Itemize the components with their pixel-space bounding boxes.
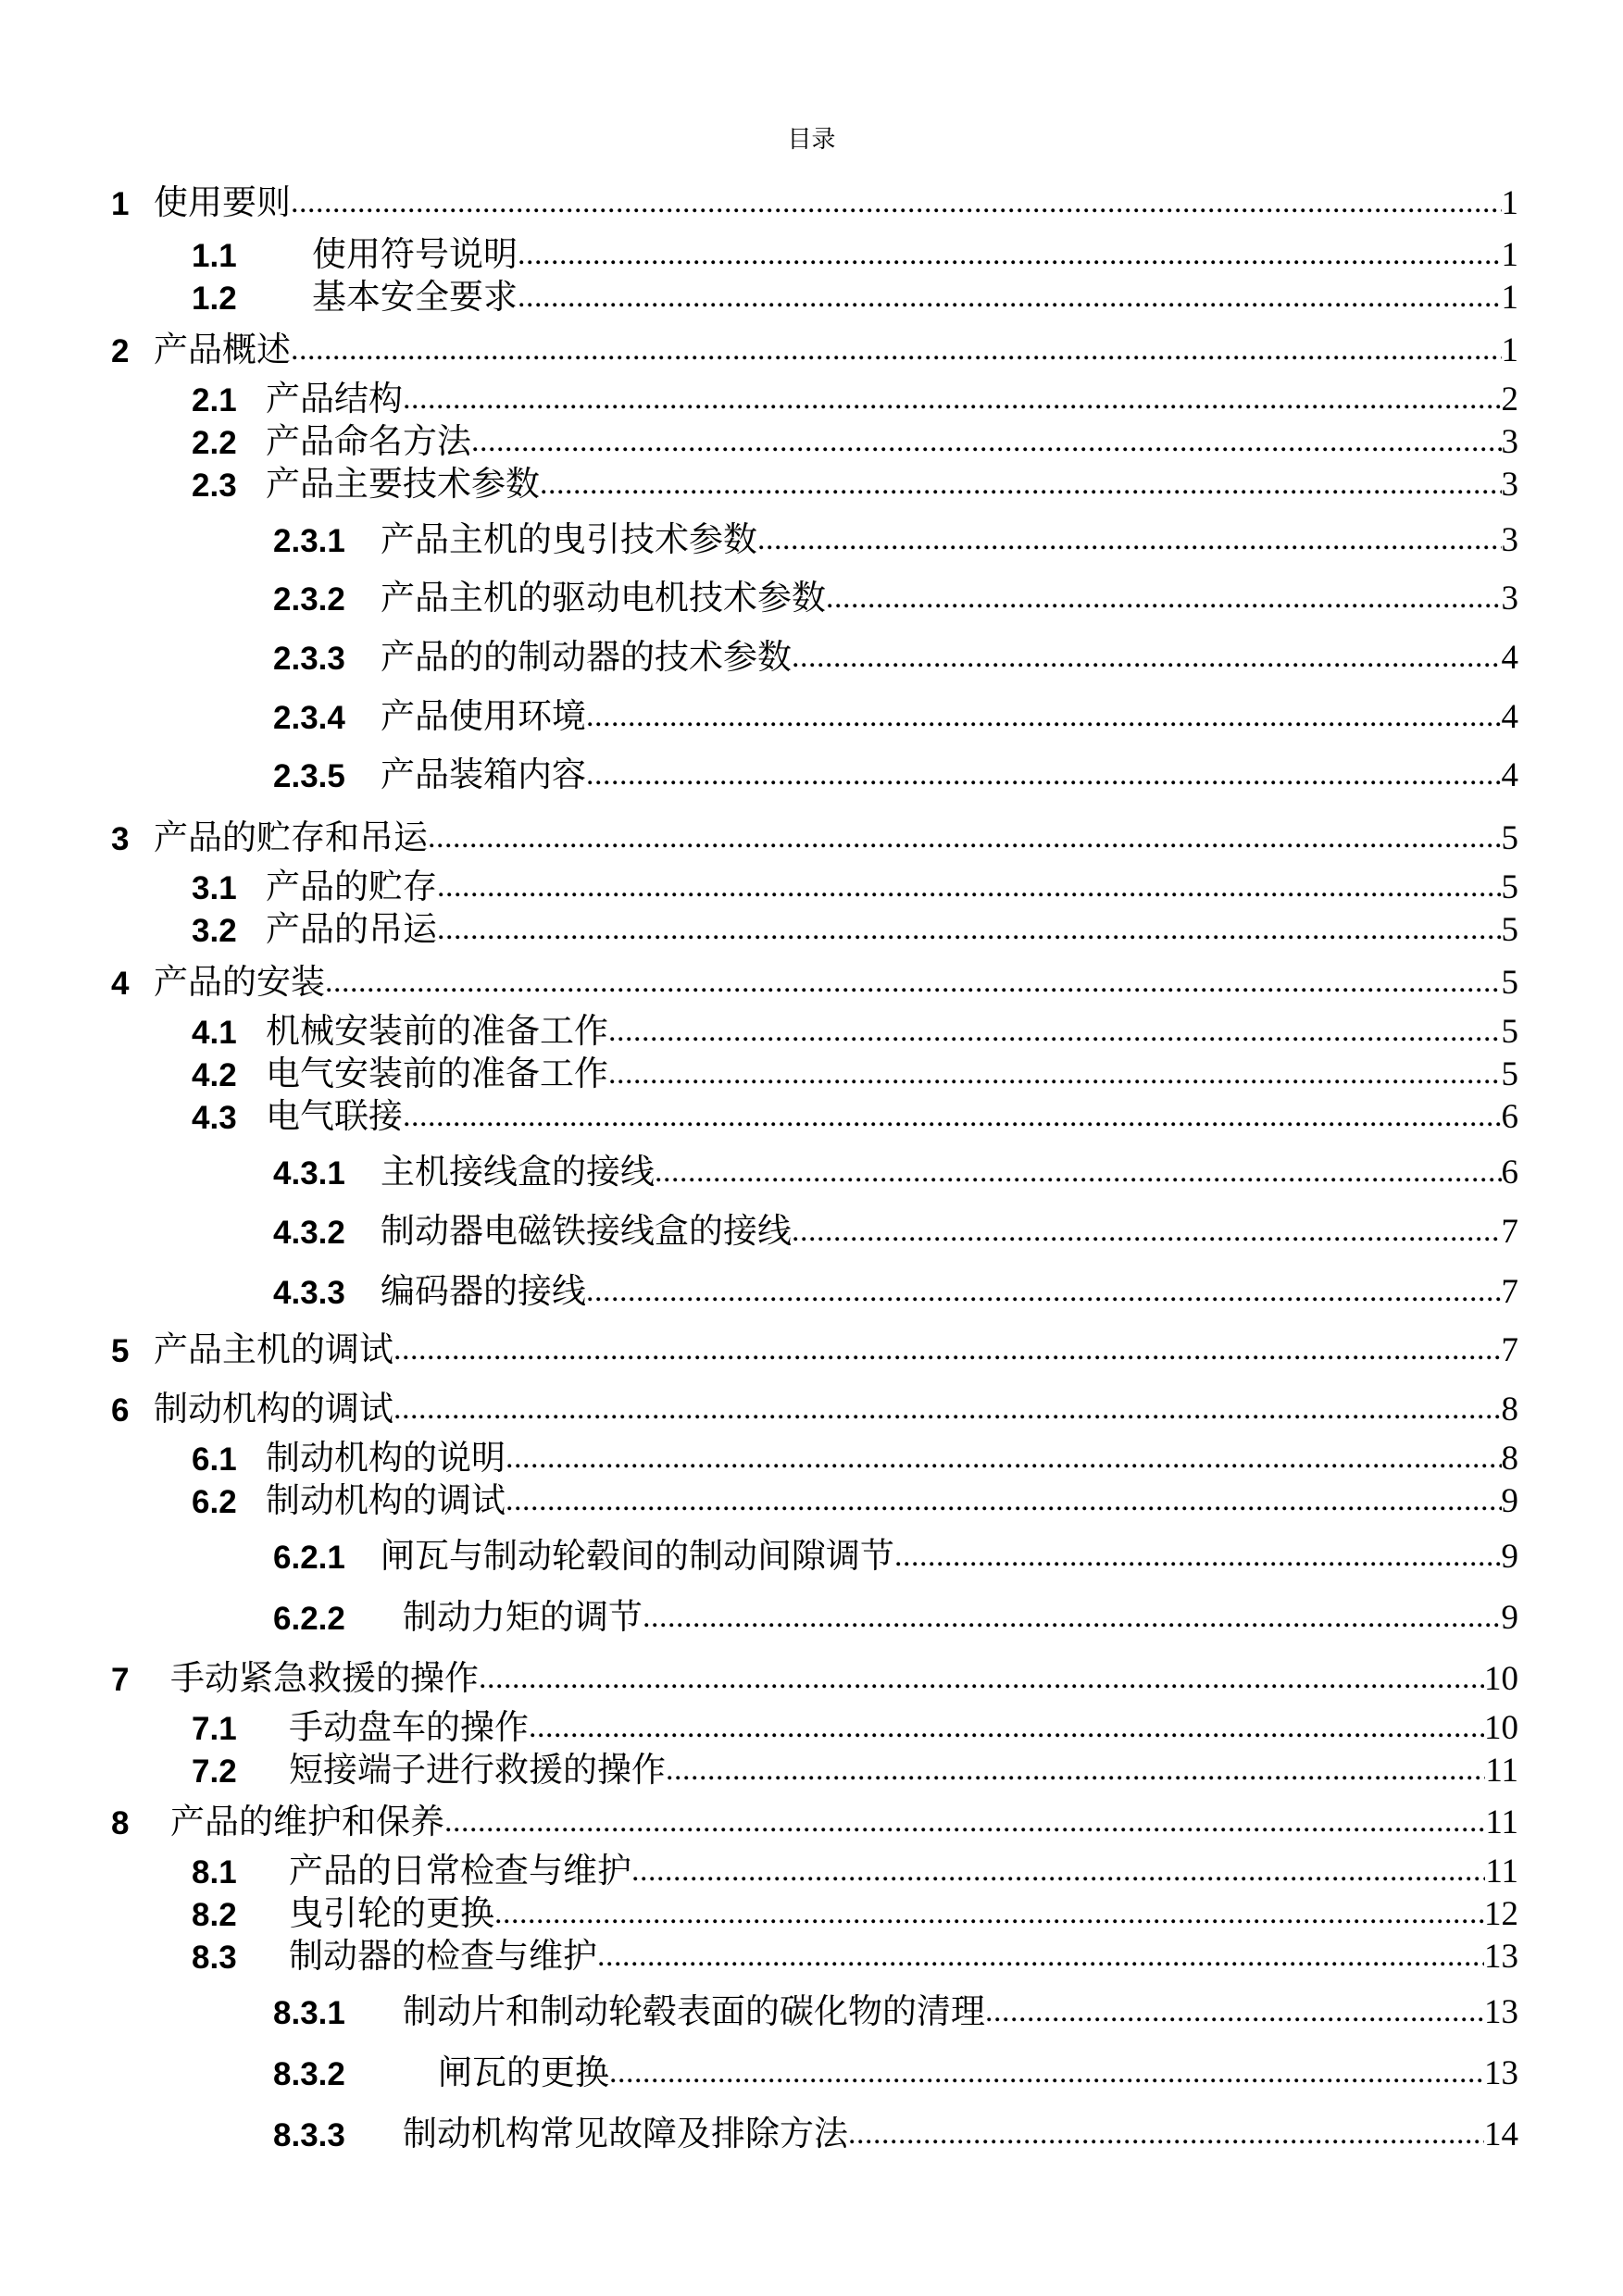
toc-entry-8-3-3[interactable] <box>0 2103 1623 2155</box>
dot-leader <box>444 1803 1485 1841</box>
dot-leader <box>437 911 1502 948</box>
dot-leader <box>609 2054 1484 2091</box>
toc-page-number: 1 <box>1501 184 1518 222</box>
dot-leader <box>643 1599 1502 1636</box>
toc-entry-2-3[interactable] <box>0 454 1623 505</box>
dot-leader <box>894 1538 1502 1575</box>
toc-entry-4-3-1[interactable] <box>0 1142 1623 1193</box>
dot-leader <box>518 279 1502 316</box>
toc-page-number: 4 <box>1501 698 1518 736</box>
toc-number: 2.3.3 <box>273 641 345 677</box>
toc-number: 2.1 <box>192 382 237 418</box>
dot-leader <box>586 756 1502 793</box>
dot-leader <box>655 1154 1502 1191</box>
toc-title: 产品主机的曳引技术参数 <box>381 519 757 559</box>
toc-entry-6-2-2[interactable] <box>0 1587 1623 1639</box>
toc-title: 编码器的接线 <box>381 1271 586 1311</box>
toc-page-number: 11 <box>1485 1853 1518 1890</box>
dot-leader <box>506 1482 1502 1519</box>
toc-number: 8.1 <box>192 1854 237 1890</box>
toc-number: 2.3.4 <box>273 700 345 736</box>
toc-page-number: 13 <box>1484 1993 1518 2031</box>
toc-entry-1[interactable] <box>0 172 1623 224</box>
toc-page-number: 9 <box>1501 1482 1518 1520</box>
toc-title: 使用要则 <box>154 182 291 222</box>
toc-number: 6 <box>111 1392 130 1429</box>
toc-entry-5[interactable] <box>0 1319 1623 1371</box>
toc-title: 产品的维护和保养 <box>170 1802 444 1841</box>
toc-title: 制动机构的调试 <box>266 1480 506 1520</box>
toc-page-number: 13 <box>1484 2054 1518 2092</box>
toc-title: 电气安装前的准备工作 <box>266 1054 608 1093</box>
toc-page-number: 5 <box>1501 911 1518 949</box>
toc-page-number: 1 <box>1501 279 1518 317</box>
dot-leader <box>393 1331 1502 1368</box>
toc-title: 产品概述 <box>154 330 291 369</box>
toc-entry-3-2[interactable] <box>0 899 1623 951</box>
toc-title: 产品的贮存 <box>266 867 437 906</box>
toc-title: 制动机构的调试 <box>154 1389 393 1429</box>
toc-title: 产品装箱内容 <box>381 755 586 794</box>
toc-title: 制动机构的说明 <box>266 1438 506 1478</box>
toc-number: 8.3.2 <box>273 2056 345 2092</box>
toc-page-number: 6 <box>1501 1098 1518 1136</box>
toc-number: 4.3 <box>192 1100 237 1136</box>
dot-leader <box>540 466 1502 503</box>
dot-leader <box>985 1993 1484 2030</box>
toc-page-number: 9 <box>1501 1538 1518 1576</box>
toc-entry-6-2[interactable] <box>0 1470 1623 1522</box>
dot-leader <box>792 639 1502 676</box>
toc-entry-2-3-1[interactable] <box>0 509 1623 561</box>
toc-title: 产品的安装 <box>154 962 325 1002</box>
toc-page-number: 4 <box>1501 639 1518 677</box>
toc-page-number: 7 <box>1501 1213 1518 1251</box>
toc-entry-2-3-2[interactable] <box>0 568 1623 619</box>
toc-title: 产品结构 <box>266 379 403 418</box>
toc-title: 手动盘车的操作 <box>289 1707 529 1747</box>
toc-title: 主机接线盒的接线 <box>381 1152 655 1192</box>
toc-number: 6.1 <box>192 1441 237 1478</box>
toc-entry-2-3-5[interactable] <box>0 744 1623 796</box>
toc-number: 1 <box>111 186 130 222</box>
toc-entry-2-3-3[interactable] <box>0 627 1623 679</box>
toc-entry-1-2[interactable] <box>0 267 1623 318</box>
toc-number: 3.2 <box>192 913 237 949</box>
toc-title: 手动紧急救援的操作 <box>170 1658 479 1698</box>
toc-page-number: 4 <box>1501 756 1518 794</box>
toc-number: 7.2 <box>192 1753 237 1790</box>
toc-number: 4 <box>111 966 130 1002</box>
dot-leader <box>757 521 1502 558</box>
toc-page-number: 8 <box>1501 1440 1518 1478</box>
toc-page-number: 9 <box>1501 1599 1518 1637</box>
toc-entry-4[interactable] <box>0 952 1623 1004</box>
toc-entry-7-2[interactable] <box>0 1740 1623 1791</box>
dot-leader <box>291 184 1502 221</box>
dot-leader <box>666 1752 1485 1789</box>
toc-number: 6.2.2 <box>273 1601 345 1637</box>
toc-page-number: 5 <box>1501 1013 1518 1051</box>
toc-title: 产品使用环境 <box>381 696 586 736</box>
toc-number: 4.2 <box>192 1057 237 1093</box>
toc-number: 4.3.2 <box>273 1215 345 1251</box>
toc-page-number: 2 <box>1501 381 1518 418</box>
toc-title: 制动器的检查与维护 <box>289 1936 597 1976</box>
dot-leader <box>848 2115 1484 2152</box>
toc-page-number: 14 <box>1484 2115 1518 2153</box>
toc-page-number: 8 <box>1501 1391 1518 1429</box>
toc-title: 机械安装前的准备工作 <box>266 1011 608 1051</box>
dot-leader <box>597 1938 1484 1975</box>
toc-entry-8-3-2[interactable] <box>0 2042 1623 2094</box>
toc-number: 8.3.3 <box>273 2117 345 2153</box>
toc-number: 8 <box>111 1805 130 1841</box>
toc-title: 产品命名方法 <box>266 421 471 461</box>
toc-number: 2.3 <box>192 468 237 504</box>
toc-page-number: 5 <box>1501 1055 1518 1093</box>
toc-title: 基本安全要求 <box>312 277 518 317</box>
toc-title: 电气联接 <box>266 1096 403 1136</box>
toc-page-number: 3 <box>1501 423 1518 461</box>
toc-title: 制动力矩的调节 <box>403 1597 643 1637</box>
toc-number: 5 <box>111 1333 130 1369</box>
toc-title: 产品主机的驱动电机技术参数 <box>381 578 826 618</box>
toc-page-number: 10 <box>1484 1709 1518 1747</box>
toc-entry-4-3-2[interactable] <box>0 1201 1623 1253</box>
dot-leader <box>428 819 1502 856</box>
toc-title: 闸瓦的更换 <box>438 2053 609 2092</box>
dot-leader <box>586 698 1502 735</box>
dot-leader <box>826 580 1502 617</box>
toc-number: 6.2.1 <box>273 1540 345 1576</box>
toc-title: 制动器电磁铁接线盒的接线 <box>381 1211 792 1251</box>
toc-page-number: 12 <box>1484 1895 1518 1933</box>
toc-title: 产品的贮存和吊运 <box>154 817 428 857</box>
toc-title: 产品的日常检查与维护 <box>289 1851 631 1890</box>
toc-number: 8.3 <box>192 1940 237 1976</box>
toc-entry-6-2-1[interactable] <box>0 1526 1623 1578</box>
toc-title: 产品的吊运 <box>266 909 437 949</box>
toc-entry-6[interactable] <box>0 1379 1623 1430</box>
toc-entry-3[interactable] <box>0 807 1623 859</box>
toc-page-number: 1 <box>1501 236 1518 274</box>
toc-entry-4-3[interactable] <box>0 1086 1623 1138</box>
toc-page-number: 5 <box>1501 964 1518 1002</box>
page-title: 目录 <box>787 126 836 154</box>
toc-entry-8-3[interactable] <box>0 1926 1623 1978</box>
toc-number: 2 <box>111 333 130 369</box>
toc-title: 制动机构常见故障及排除方法 <box>403 2114 848 2153</box>
toc-title: 产品主要技术参数 <box>266 464 540 504</box>
toc-page-number: 13 <box>1484 1938 1518 1976</box>
toc-entry-8[interactable] <box>0 1791 1623 1843</box>
toc-page-number: 6 <box>1501 1154 1518 1192</box>
toc-number: 7 <box>111 1662 130 1698</box>
toc-number: 3.1 <box>192 870 237 906</box>
toc-number: 8.2 <box>192 1897 237 1933</box>
dot-leader <box>586 1273 1502 1310</box>
toc-number: 8.3.1 <box>273 1995 345 2031</box>
toc-title: 使用符号说明 <box>312 234 518 274</box>
dot-leader <box>479 1660 1484 1697</box>
toc-page-number: 11 <box>1485 1803 1518 1841</box>
toc-page-number: 3 <box>1501 580 1518 618</box>
toc-title: 产品的的制动器的技术参数 <box>381 637 792 677</box>
toc-entry-2-3-4[interactable] <box>0 686 1623 738</box>
toc-entry-2[interactable] <box>0 319 1623 371</box>
toc-number: 2.2 <box>192 425 237 461</box>
toc-page-number: 5 <box>1501 868 1518 906</box>
toc-number: 7.1 <box>192 1711 237 1747</box>
dot-leader <box>325 964 1502 1001</box>
toc-number: 6.2 <box>192 1484 237 1520</box>
toc-number: 2.3.5 <box>273 758 345 794</box>
toc-title: 闸瓦与制动轮毂间的制动间隙调节 <box>381 1536 894 1576</box>
toc-page-number: 3 <box>1501 521 1518 559</box>
toc-page-number: 11 <box>1485 1752 1518 1790</box>
toc-number: 4.3.3 <box>273 1275 345 1311</box>
toc-number: 3 <box>111 821 130 857</box>
toc-entry-4-3-3[interactable] <box>0 1261 1623 1313</box>
toc-title: 曳引轮的更换 <box>289 1893 494 1933</box>
dot-leader <box>291 331 1502 368</box>
toc-page-number: 7 <box>1501 1331 1518 1369</box>
toc-number: 2.3.2 <box>273 581 345 618</box>
toc-number: 1.1 <box>192 238 237 274</box>
toc-page-number: 10 <box>1484 1660 1518 1698</box>
toc-title: 制动片和制动轮毂表面的碳化物的清理 <box>403 1991 985 2031</box>
dot-leader <box>403 1098 1502 1135</box>
toc-page-number: 1 <box>1501 331 1518 369</box>
toc-number: 4.3.1 <box>273 1155 345 1192</box>
toc-title: 产品主机的调试 <box>154 1329 393 1369</box>
dot-leader <box>393 1391 1502 1428</box>
dot-leader <box>792 1213 1502 1250</box>
toc-number: 4.1 <box>192 1015 237 1051</box>
toc-title: 短接端子进行救援的操作 <box>289 1750 666 1790</box>
toc-number: 2.3.1 <box>273 523 345 559</box>
toc-entry-8-3-1[interactable] <box>0 1981 1623 2033</box>
toc-entry-7[interactable] <box>0 1648 1623 1700</box>
toc-page-number: 3 <box>1501 466 1518 504</box>
toc-page-number: 7 <box>1501 1273 1518 1311</box>
toc-number: 1.2 <box>192 281 237 317</box>
toc-page-number: 5 <box>1501 819 1518 857</box>
